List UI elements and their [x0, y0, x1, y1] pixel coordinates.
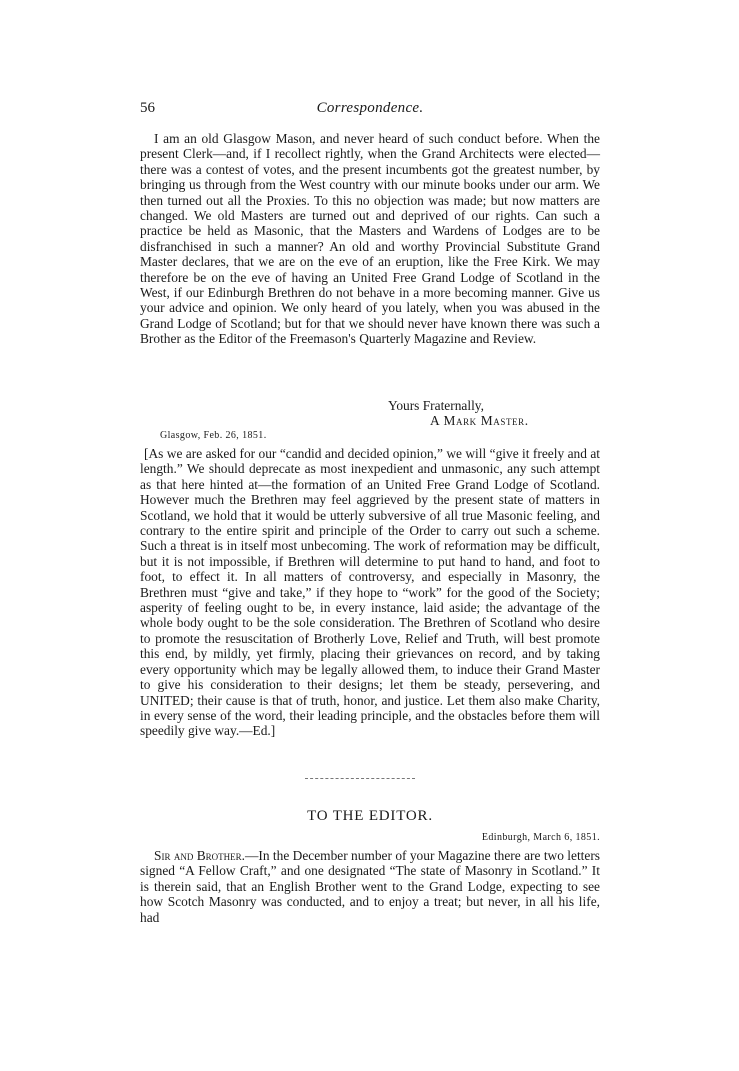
letter-body — [140, 131, 600, 347]
letter2-dateline: Edinburgh, March 6, 1851. — [481, 832, 600, 843]
letter-paragraph: I am an old Glasgow Mason, and never heard of such conduct before. When the present Clerk—and, if I recollect rightly, when the Grand Architects were elected—there was a contest of votes, and the present incumbents got the greatest number, by bringing us through from the West country with our minute books under our arm. We then turned out all the Proxies. To this no objection was made; but now matters are changed. We old Masters are turned out and deprived of our rights. Can such a practice be held as Masonic, that the Masters and Wardens of Lodges are to be disfranchised in such a manner? An old and worthy Provincial Substitute Grand Master declares, that we are on the eve of an eruption, like the Free Kirk. We may therefore be on the eve of having an United Free Grand Lodge of Scotland in the West, if our Edinburgh Brethren do not behave in a more becoming manner. Give us your advice and opinion. We only heard of you lately, when you was abused in the Grand Lodge of Scotland; but for that we should never have known there was such a Brother as the Editor of the Freemason's Quarterly Magazine and Review. — [140, 131, 600, 347]
letter2-body — [140, 848, 600, 925]
page-header — [140, 100, 600, 122]
closing: Yours Fraternally, — [388, 398, 484, 413]
page-number: 56 — [140, 100, 155, 116]
editor-note — [140, 446, 600, 739]
section-divider — [305, 778, 415, 779]
letter2-paragraph — [140, 848, 600, 925]
editor-note-paragraph: [As we are asked for our “candid and decided opinion,” we will “give it freely and at length.” We should deprecate as most inexpedient and unmasonic, any such attempt as that here hinted at—the formation of an United Free Grand Lodge of Scotland. However much the Brethren may feel aggrieved by the present state of matters in Scotland, we hold that it would be utterly subversive of all true Masonic feeling, and contrary to the entire spirit and principle of the Order to carry out such a scheme. Such a threat is in itself most unbecoming. The work of reformation may be difficult, but it is not impossible, if Brethren will determine to put hand to hand, and foot to foot, to effect it. In all matters of controversy, and especially in Masonry, the Brethren must “give and take,” if they hope to “work” for the good of the Society; asperity of feeling ought to be, in every instance, laid aside; the advantage of the whole body ought to be the sole consideration. The Brethren of Scotland who desire to promote the resuscitation of Brotherly Love, Relief and Truth, will best promote this end, by mildly, yet firmly, placing their grievances on record, and by taking every opportunity which may be legally allowed them, to induce their Grand Master to give his consideration to their designs; let them be steady, persevering, and UNITED; their cause is that of truth, honor, and justice. Let them also make Charity, in every sense of the word, their leading principle, and the obstacles before them will speedily give way.—Ed.] — [140, 446, 600, 739]
salutation: Sir and Brother. — [154, 848, 245, 863]
letter-dateline: Glasgow, Feb. 26, 1851. — [160, 430, 267, 441]
letter-signoff — [140, 398, 600, 429]
letter2-text: —In the December number of your Magazine there are two letters signed “A Fellow Craft,” and one designated “The state of Masonry in Scotland.” It is therein said, that an English Brother went to the Grand Lodge, expecting to see how Scotch Masonry was conducted, and to enjoy a treat; but never, in all his life, had — [140, 848, 600, 925]
section-heading: TO THE EDITOR. — [307, 808, 433, 824]
signature: A Mark Master. — [430, 413, 529, 429]
running-title: Correspondence. — [316, 100, 424, 116]
